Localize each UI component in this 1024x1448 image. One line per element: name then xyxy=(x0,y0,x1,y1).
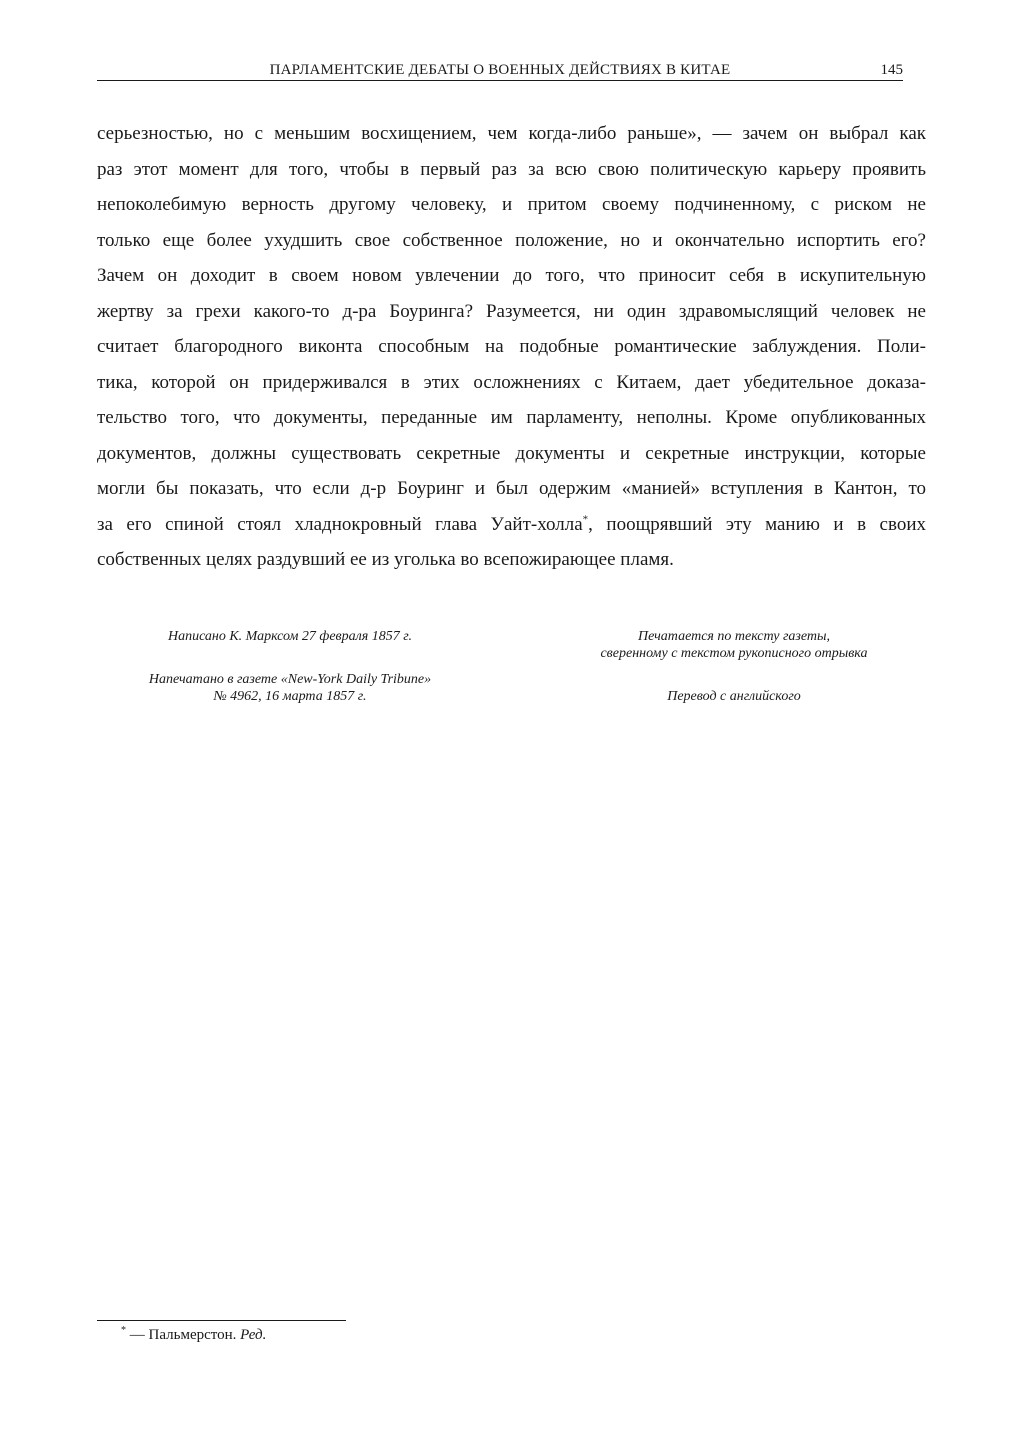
body-line: серьезностью, но с меньшим восхищением, чем когда-либо раньше», — зачем он выбрал как xyxy=(97,123,926,144)
body-line: только еще более ухудшить свое собственное положение, но и окончательно испортить его? xyxy=(97,229,926,251)
printed-note-line: Напечатано в газете «New-York Daily Tribune» xyxy=(148,672,432,687)
body-line: раз этот момент для того, чтобы в первый раз за всю свою политическую карьеру проявить xyxy=(97,158,926,180)
source-note-line: Печатается по тексту газеты, xyxy=(637,629,831,644)
body-line: считает благородного виконта способным на подобные романтические заблуждения. Поли- xyxy=(97,336,926,357)
body-line-part: , поощрявший эту манию и в своих xyxy=(588,513,927,535)
body-line: жертву за грехи какого-то д-ра Боуринга? Разумеется, ни один здравомыслящий человек не xyxy=(97,300,926,322)
source-note-line: сверенному с текстом рукописного отрывка xyxy=(600,646,868,661)
body-line: тика, которой он придерживался в этих осложнениях с Китаем, дает убедительное доказа- xyxy=(97,371,926,393)
printed-note-line: № 4962, 16 марта 1857 г. xyxy=(213,689,367,704)
page-number: 145 xyxy=(880,62,903,78)
publication-note xyxy=(90,628,490,705)
editor-note: Ред. xyxy=(240,1327,267,1343)
body-line-with-footnote xyxy=(97,507,926,543)
written-note: Написано К. Марксом 27 февраля 1857 г. xyxy=(167,629,413,644)
body-line: Зачем он доходит в своем новом увлечении до того, что приносит себя в искупительную xyxy=(97,265,926,286)
footnote-text: — Пальмерстон. xyxy=(126,1327,241,1343)
body-line: собственных целях раздувший ее из уголька во всепожирающее пламя. xyxy=(97,549,674,570)
running-title: ПАРЛАМЕНТСКИЕ ДЕБАТЫ О ВОЕННЫХ ДЕЙСТВИЯХ В КИТАЕ xyxy=(269,62,731,78)
source-note xyxy=(534,628,934,705)
body-paragraph xyxy=(97,116,926,578)
footnote-divider xyxy=(97,1320,346,1321)
footnote xyxy=(121,1327,266,1344)
body-line: тельство того, что документы, переданные им парламенту, неполны. Кроме опубликованных xyxy=(97,407,926,428)
body-line: документов, должны существовать секретные документы и секретные инструкции, которые xyxy=(97,442,926,464)
translation-note: Перевод с английского xyxy=(667,689,801,704)
body-line-part: за его спиной стоял хладнокровный глава Уайт-холла xyxy=(97,513,583,535)
footnote-reference-mark: * xyxy=(582,513,589,526)
body-line: непоколебимую верность другому человеку, и притом своему подчиненному, с риском не xyxy=(97,194,926,215)
footnote-mark: * xyxy=(121,1325,126,1336)
running-header xyxy=(97,60,903,81)
body-line: могли бы показать, что если д-р Боуринг и был одержим «манией» вступления в Кантон, то xyxy=(97,478,926,499)
